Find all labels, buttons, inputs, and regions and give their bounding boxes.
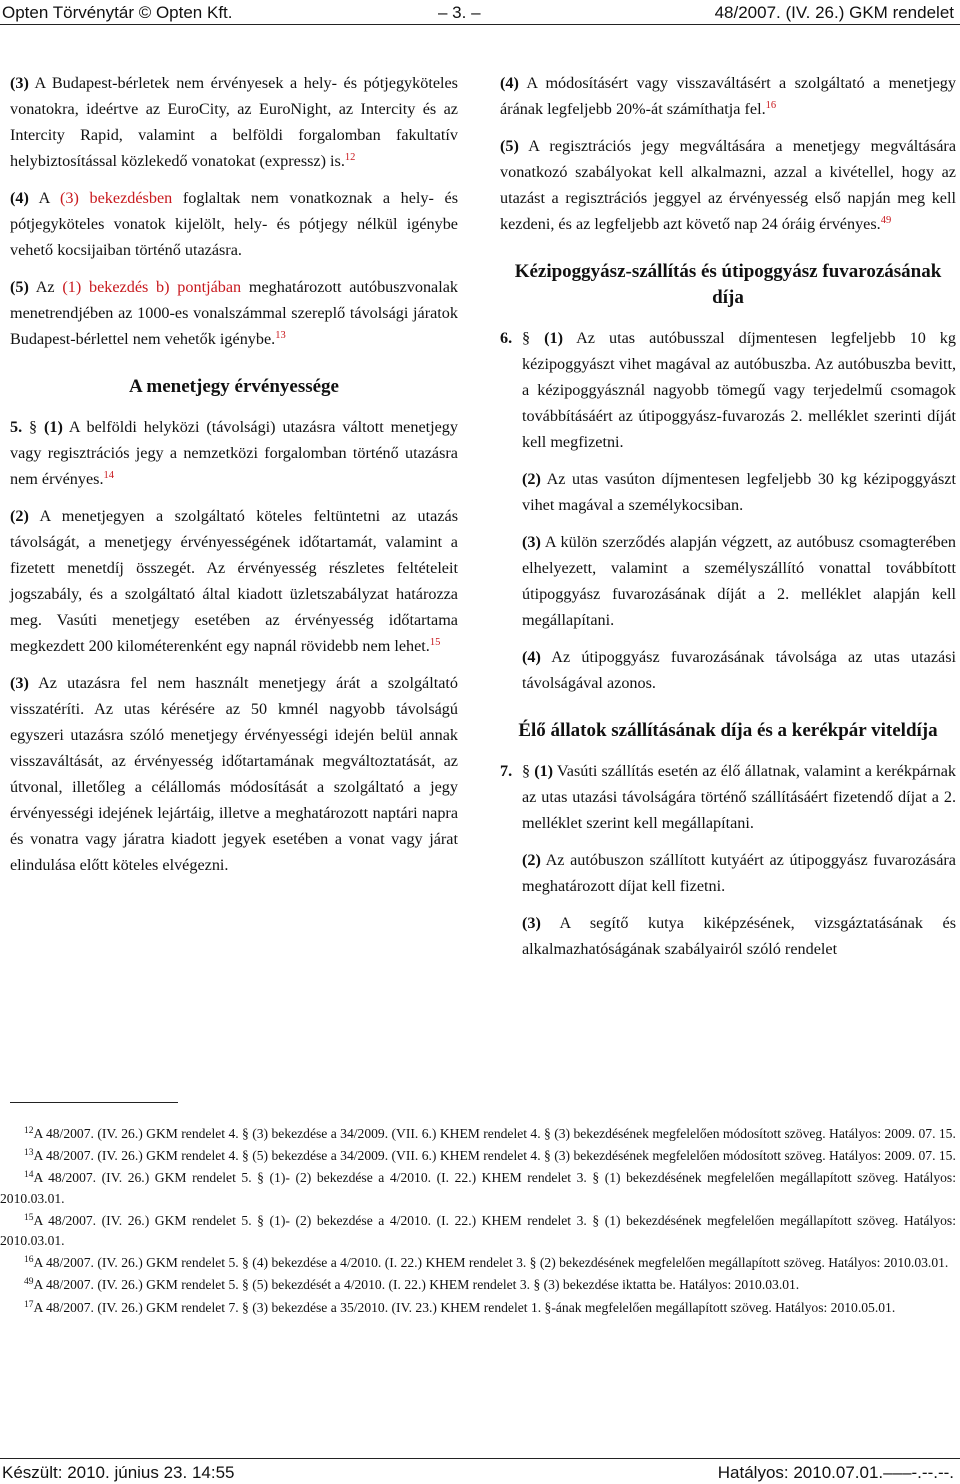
- footnotes: [0, 1124, 956, 1320]
- paragraph-6-4: (4) Az útipoggyász fuvarozásának távolsága az utas utazási távolságával azonos.: [522, 648, 956, 692]
- footer-rule: [0, 1458, 960, 1459]
- paragraph-6-2: (2) Az utas vasúton díjmentesen legfeljebb 30 kg kézipoggyászt vihet magával a személykocsiban.: [522, 470, 956, 514]
- footnote-ref-15[interactable]: 15: [429, 637, 441, 648]
- footer-effective: Hatályos: 2010.07.01.–––-.--.--.: [717, 1463, 954, 1482]
- footnote-12: $^{12}$A 48/2007. (IV. 26.) GKM rendelet 4. § (3) bekezdése a 34/2009. (VII. 6.) KHEM rendelet 4. § (3) bekezdésének megfelelően módosított szöveg. Hatályos: 2009. 07. 15.: [24, 1126, 956, 1141]
- section-heading-validity: A menetjegy érvényessége: [129, 376, 339, 397]
- paragraph-6-1: 6. § (1) Az utas autóbusszal díjmentesen legfeljebb 10 kg kézipoggyászt vihet magával az autóbuszba. Az autóbuszba bevitt, a kézipoggyásznál nagyobb tömegű vagy terjedelmű csomagok továbbításáért az útipoggyász-fuvarozás 2. melléklet szerinti díját kell megfizetni.: [500, 329, 956, 451]
- header-page-number: – 3. –: [438, 3, 481, 22]
- page-footer: [0, 1458, 960, 1484]
- header-decree-title: 48/2007. (IV. 26.) GKM rendelet: [714, 3, 954, 22]
- paragraph-7-2: (2) Az autóbuszon szállított kutyáért az útipoggyász fuvarozására meghatározott díjat kell fizetni.: [522, 851, 956, 895]
- section-heading-animals-bicycles: Élő állatok szállításának díja és a kerékpár viteldíja: [518, 720, 938, 741]
- footnote-49: $^{49}$A 48/2007. (IV. 26.) GKM rendelet 5. § (5) bekezdését a 4/2010. (I. 22.) KHEM rendelet 3. § (3) bekezdése iktatta be. Hatályos: 2010.03.01.: [24, 1277, 800, 1293]
- right-column: [500, 70, 956, 973]
- paragraph-7-3: (3) A segítő kutya kiképzésének, vizsgáztatásának és alkalmazhatóságának szabályairól szóló rendelet: [522, 914, 956, 958]
- paragraph-5-2: (2) A menetjegyen a szolgáltató köteles feltüntetni az utazás távolságát, a menetjegy érvényességének időtartamát, valamint a fizetett menetdíj összegét. Az érvényesség részletes feltételeit jogszabály, és a szolgáltató által kiadott üzletszabályzat határozza meg. Vasúti menetjegy esetében az érvényesség időtartama megkezdett 200 kilométerenként egy napnál rövidebb nem lehet.$^{15}$: [10, 507, 458, 655]
- cross-reference-link[interactable]: (1) bekezdés b) pontjában: [62, 278, 242, 296]
- left-column: [10, 70, 458, 889]
- footnote-16: $^{16}$A 48/2007. (IV. 26.) GKM rendelet 5. § (4) bekezdése a 4/2010. (I. 22.) KHEM rendelet 3. § (2) bekezdésének megfelelően megállapított szöveg. Hatályos: 2010.03.01.: [24, 1255, 949, 1271]
- footnote-separator: [10, 1102, 178, 1103]
- paragraph-5-4: (4) A módosításért vagy visszaváltásért a szolgáltató a menetjegy árának legfeljebb 20%-át számíthatja fel.$^{16}$: [500, 74, 956, 118]
- footer-created: Készült: 2010. június 23. 14:55: [2, 1463, 235, 1482]
- paragraph-5-5: (5) A regisztrációs jegy megváltására a menetjegy megváltására vonatkozó szabályokat kell alkalmazni, azzal a kivétellel, hogy az utazást a regisztrációs jeggyel az érvényesség első napján meg kell kezdeni, és az legfeljebb azt követő nap 24 óráig érvényes.$^{49}$: [500, 137, 956, 233]
- footnote-ref-12[interactable]: 12: [344, 152, 356, 163]
- paragraph-7-1: 7. § (1) Vasúti szállítás esetén az élő állatnak, valamint a kerékpárnak az utas utazási távolságára történő szállításáért fizetendő díjat a 2. melléklet szerint kell megállapítani.: [500, 762, 956, 832]
- footnote-13: $^{13}$A 48/2007. (IV. 26.) GKM rendelet 4. § (5) bekezdése a 34/2009. (VII. 6.) KHEM rendelet 4. § (3) bekezdésének megfelelően módosított szöveg. Hatályos: 2009. 07. 15.: [24, 1148, 956, 1164]
- footnote-14: $^{14}$A 48/2007. (IV. 26.) GKM rendelet 5. § (1)- (2) bekezdése a 4/2010. (I. 22.) KHEM rendelet 3. § (1) bekezdésének megfelelően megállapított szöveg. Hatályos: 2010.03.01.: [0, 1170, 956, 1206]
- footnote-ref-16[interactable]: 16: [765, 100, 777, 111]
- paragraph-5-3: (3) Az utazásra fel nem használt menetjegy árát a szolgáltató visszatéríti. Az utas kérésére az 50 kmnél nagyobb távolságú egyszeri utazásra szóló menetjegy érvényességi idején belül annak visszaváltását, az érvényesség időtartamának megváltoztatását, az útvonal, illetőleg a célállomás módosítását a szolgáltató a jegy érvényességi idejének lejártáig, illetve a meghatározott naptári napra és vonatra vagy járatra kiadott jegyek esetében a vonat vagy járat elindulása előtt köteles elvégezni.: [10, 674, 458, 874]
- footnote-ref-14[interactable]: 14: [103, 470, 114, 481]
- paragraph-4-5: (5) Az (1) bekezdés b) pontjában meghatározott autóbuszvonalak menetrendjében az 1000-es vonalszámmal szereplő távolsági járatok Budapest-bérlettel nem vehetők igénybe.$^{13}$: [10, 278, 458, 348]
- footnote-17: $^{17}$A 48/2007. (IV. 26.) GKM rendelet 7. § (3) bekezdése a 35/2010. (IV. 23.) KHEM rendelet 1. §-ának megfelelően megállapított szöveg. Hatályos: 2010.05.01.: [24, 1299, 896, 1315]
- paragraph-6-3: (3) A külön szerződés alapján végzett, az autóbusz csomagterében elhelyezett, valamint a személyszállító vonattal továbbított útipoggyász fuvarozásának díját a 2. melléklet alapján kell megállapítani.: [522, 533, 956, 629]
- page-header: [0, 0, 960, 28]
- cross-reference-link[interactable]: (3) bekezdésben: [60, 189, 173, 207]
- section-heading-hand-luggage: Kézipoggyász-szállítás és útipoggyász fuvarozásának díja: [514, 261, 942, 308]
- paragraph-4-4: (4) A (3) bekezdésben foglaltak nem vonatkoznak a hely- és pótjegyköteles vonatok kijelölt, hely- és pótjegy nélkül igénybe vehető kocsijaiban történő utazásra.: [10, 189, 459, 259]
- footnote-ref-13[interactable]: 13: [275, 330, 286, 341]
- footnote-ref-49[interactable]: 49: [880, 215, 892, 226]
- footnote-15: $^{15}$A 48/2007. (IV. 26.) GKM rendelet 5. § (1)- (2) bekezdése a 4/2010. (I. 22.) KHEM rendelet 3. § (1) bekezdésének megfelelően megállapított szöveg. Hatályos: 2010.03.01.: [0, 1212, 956, 1249]
- paragraph-5-1: 5. § (1) A belföldi helyközi (távolsági) utazásra váltott menetjegy vagy regisztrációs jegy a nemzetközi forgalomban történő utazásra nem érvényes.$^{14}$: [10, 418, 458, 488]
- paragraph-4-3: (3) A Budapest-bérletek nem érvényesek a hely- és pótjegyköteles vonatokra, ideértve az EuroCity, az EuroNight, az Intercity és az Intercity Rapid, valamint a belföldi forgalomban fakultatív helybiztosítással közlekedő vonatokat (expressz) is.$^{12}$: [10, 74, 458, 170]
- header-rule: [0, 24, 960, 25]
- header-publisher: Opten Törvénytár © Opten Kft.: [2, 3, 233, 22]
